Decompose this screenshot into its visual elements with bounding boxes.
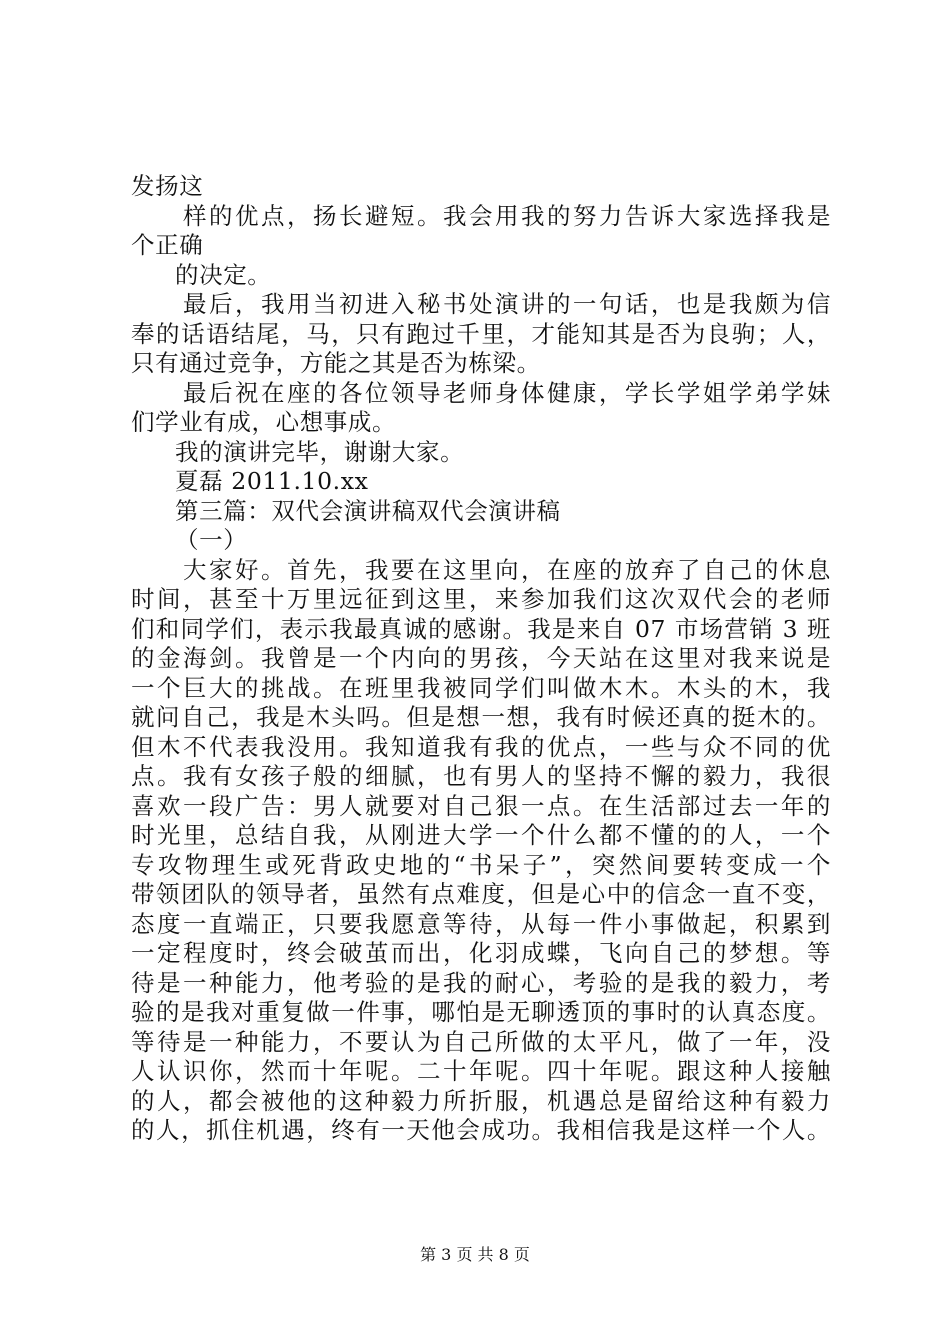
text-line: 们和同学们，表示我最真诚的感谢。我是来自 07 市场营销 3 班 [131, 614, 831, 643]
text-line: 一个巨大的挑战。在班里我被同学们叫做木木。木头的木，我 [131, 673, 831, 702]
text-line: 验的是我对重复做一件事，哪怕是无聊透顶的事时的认真态度。 [131, 998, 831, 1026]
text-line: 时光里，总结自我，从刚进大学一个什么都不懂的的人，一个 [131, 821, 831, 849]
text-line: 大家好。首先，我要在这里向，在座的放弃了自己的休息 [183, 555, 831, 584]
page-number: 第 3 页 共 8 页 [420, 1245, 530, 1264]
signature-line: 夏磊 2011.10.xx [175, 467, 369, 495]
text-line: 的金海剑。我曾是一个内向的男孩，今天站在这里对我来说是 [131, 644, 831, 672]
text-line: 一定程度时，终会破茧而出，化羽成蝶，飞向自己的梦想。等 [131, 939, 831, 967]
text-line: 等待是一种能力，不要认为自己所做的太平凡，做了一年，没 [131, 1027, 831, 1056]
text-line: 我的演讲完毕，谢谢大家。 [175, 437, 465, 466]
text-line: 的人，都会被他的这种毅力所折服，机遇总是留给这种有毅力 [131, 1086, 831, 1115]
text-line: 只有通过竞争，方能之其是否为栋梁。 [131, 349, 541, 377]
text-line: 但木不代表我没用。我知道我有我的优点，一些与众不同的优 [131, 732, 831, 761]
text-line: 时间，甚至十万里远征到这里，来参加我们这次双代会的老师 [131, 585, 831, 613]
text-line: 点。我有女孩子般的细腻，也有男人的坚持不懈的毅力，我很 [131, 762, 831, 790]
text-line: 喜欢一段广告：男人就要对自己狠一点。在生活部过去一年的 [131, 791, 831, 820]
text-line: 专攻物理生或死背政史地的“书呆子”，突然间要转变成一个 [131, 850, 831, 879]
text-line: 人认识你，然而十年呢。二十年呢。四十年呢。跟这种人接触 [131, 1057, 831, 1085]
text-line: 们学业有成，心想事成。 [131, 408, 397, 436]
text-line: 发扬这 [131, 172, 204, 200]
text-line: 的决定。 [175, 260, 272, 289]
text-line: 就问自己，我是木头吗。但是想一想，我有时候还真的挺木的。 [131, 703, 831, 731]
text-line: 个正确 [131, 231, 204, 259]
subsection-heading: （一） [175, 526, 248, 554]
text-line: 样的优点，扬长避短。我会用我的努力告诉大家选择我是 [183, 201, 831, 230]
page-footer [0, 1245, 950, 1265]
text-line: 的人，抓住机遇，终有一天他会成功。我相信我是这样一个人。 [131, 1116, 831, 1144]
text-line: 态度一直端正，只要我愿意等待，从每一件小事做起，积累到 [131, 909, 831, 938]
document-body [131, 172, 831, 1146]
text-line: 奉的话语结尾，马，只有跑过千里，才能知其是否为良驹；人， [131, 319, 831, 348]
text-line: 带领团队的领导者，虽然有点难度，但是心中的信念一直不变， [131, 880, 831, 908]
text-line: 待是一种能力，他考验的是我的耐心，考验的是我的毅力，考 [131, 968, 831, 997]
text-line: 最后，我用当初进入秘书处演讲的一句话，也是我颇为信 [183, 290, 831, 318]
section-heading: 第三篇：双代会演讲稿双代会演讲稿 [175, 496, 561, 525]
text-line: 最后祝在座的各位领导老师身体健康，学长学姐学弟学妹 [183, 378, 831, 407]
